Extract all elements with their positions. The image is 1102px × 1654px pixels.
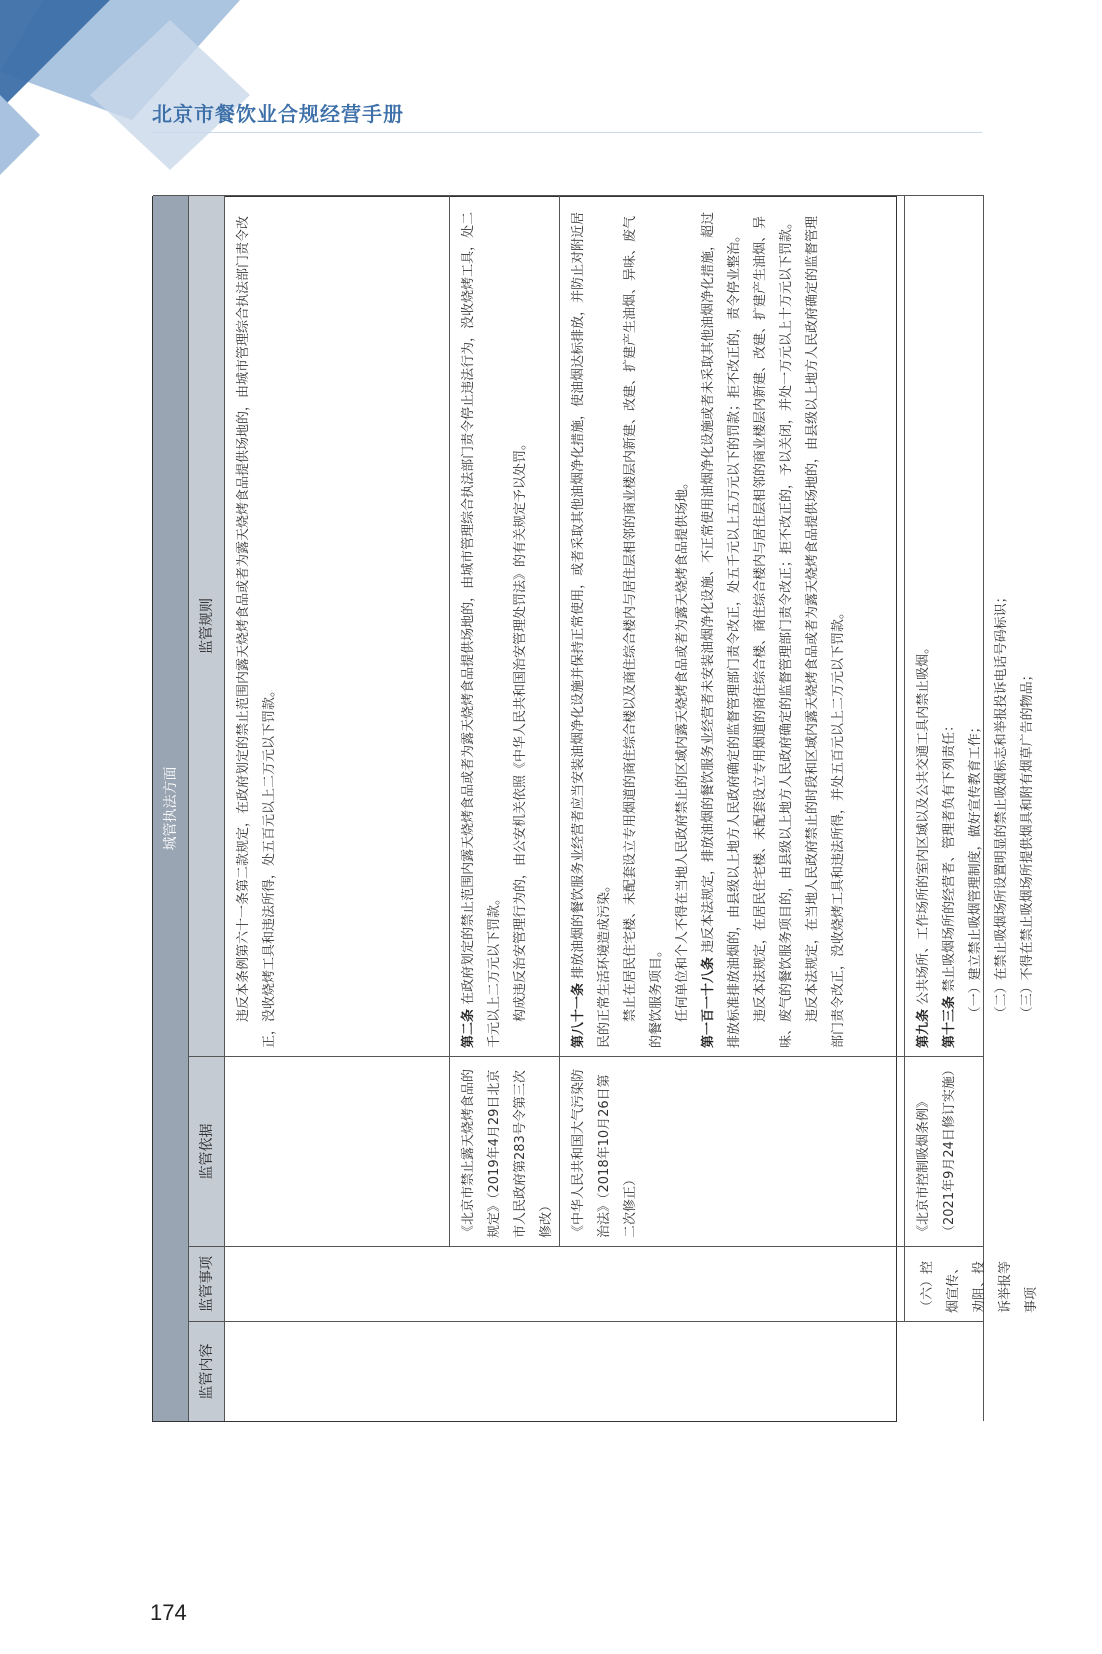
header-title: 北京市餐饮业合规经营手册: [152, 102, 404, 126]
basis-cell-row3: 《中华人民共和国大气污染防治法》（2018年10月26日第二次修正）: [560, 1056, 905, 1246]
basis-cell-row1: [225, 1056, 450, 1246]
section-title: 城管执法方面: [153, 195, 189, 1421]
rule-text: 公共场所、工作场所的室内区域以及公共交通工具内禁止吸烟。: [916, 640, 931, 1005]
article-label: 第八十一条: [571, 982, 586, 1048]
rule-text: 在政府划定的禁止范围内露天烧烤食品或者为露天烧烤食品提供场地的，由城市管理综合执法部门责令停止违法行为，没收烧烤工具，处二千元以上二万元以下罚款。: [461, 211, 502, 1048]
rule-cell-row2: [450, 195, 560, 1056]
basis-cell-row4: 《北京市控制吸烟条例》（2021年9月24日修订实施）: [905, 1056, 984, 1246]
rule-text: 违反本条例第六十一条第二款规定，在政府划定的禁止范围内露天烧烤食品或者为露天烧烤食品提供场地的，由城市管理综合执法部门责令改正，没收烧烤工具和违法所得，处五百元以上二万元以下罚款。: [236, 215, 277, 1048]
rule-cell-row4: [905, 195, 1035, 1056]
regulation-table: [152, 196, 1039, 1422]
list-item: （二）在禁止吸烟场所设置明显的禁止吸烟标志和举报投诉电话号码标识；: [994, 590, 1009, 1020]
article-label: 第二条: [461, 1008, 476, 1048]
rule-text: 构成违反治安管理行为的，由公安机关依照《中华人民共和国治安管理处罚法》的有关规定予以处罚。: [513, 436, 528, 1022]
rule-text: 违反本法规定，在当地人民政府禁止的时段和区域内露天烧烤食品或者为露天烧烤食品提供场地的，由县级以上地方人民政府确定的监督管理部门责令改正，没收烧烤工具和违法所得，并处五百元以上二万元以下罚款。: [805, 215, 846, 1048]
header-rules: 监管规则: [189, 195, 225, 1056]
basis-cell-row2: 《北京市禁止露天烧烤食品的规定》（2019年4月29日北京市人民政府第283号令第三次修改）: [450, 1056, 560, 1246]
rule-text: 任何单位和个人不得在当地人民政府禁止的区域内露天烧烤食品或者为露天烧烤食品提供场地。: [675, 475, 690, 1022]
rule-cell-row3: [560, 195, 905, 1056]
header-item: 监管事项: [189, 1246, 225, 1321]
rotated-table-container: [152, 196, 1039, 1422]
content-cell: [225, 1321, 984, 1421]
item-cell-smoking: （六）控烟宣传、劝阻、投诉举报等事项: [905, 1246, 984, 1321]
article-label: 第十三条: [942, 995, 957, 1048]
rule-text: 排放油烟的餐饮服务业经营者应当安装油烟净化设施并保持正常使用，或者采取其他油烟净化措施，使油烟达标排放，并防止对附近居民的正常生活环境造成污染。: [571, 211, 612, 1048]
header-basis: 监管依据: [189, 1056, 225, 1246]
article-label: 第一百一十八条: [701, 956, 716, 1048]
item-cell-blank: [225, 1246, 905, 1321]
rule-paragraph: [911, 204, 937, 1048]
rule-paragraph: [937, 204, 963, 1048]
page-number: 174: [150, 1600, 187, 1625]
corner-decoration: [0, 95, 40, 175]
rule-paragraph: [456, 204, 508, 1048]
list-item: （一）建立禁止吸烟管理制度，做好宣传教育工作；: [968, 720, 983, 1020]
rule-text: 禁止在居民住宅楼、未配套设立专用烟道的商住综合楼以及商住综合楼内与居住层相邻的商业楼层内新建、改建、扩建产生油烟、异味、废气的餐饮服务项目。: [623, 215, 664, 1048]
article-label: 第九条: [916, 1008, 931, 1048]
rule-text: 违反本法规定，在居民住宅楼、未配套设立专用烟道的商住综合楼、商住综合楼内与居住层相邻的商业楼层内新建、改建、扩建产生油烟、异味、废气的餐饮服务项目的，由县级以上地方人民政府确定的监督管理部门责令改正；拒不改正的，予以关闭，并处一万元以上十万元以下罚款。: [753, 215, 794, 1048]
rule-cell-row1: [225, 195, 450, 1056]
rule-text: 禁止吸烟场所的经营者、管理者负有下列责任：: [942, 718, 957, 992]
header-content: 监管内容: [189, 1321, 225, 1421]
rule-paragraph: [696, 204, 748, 1048]
header-divider: [152, 132, 982, 133]
rule-text: 违反本法规定，排放油烟的餐饮服务业经营者未安装油烟净化设施、不正常使用油烟净化设施或者未采取其他油烟净化措施，超过排放标准排放油烟的，由县级以上地方人民政府确定的监督管理部门责令改正，处五千元以上五万元以下的罚款；拒不改正的，责令停业整治。: [701, 211, 742, 1048]
list-item: （三）不得在禁止吸烟场所提供烟具和附有烟草广告的物品；: [1020, 668, 1035, 1020]
rule-paragraph: [566, 204, 618, 1048]
